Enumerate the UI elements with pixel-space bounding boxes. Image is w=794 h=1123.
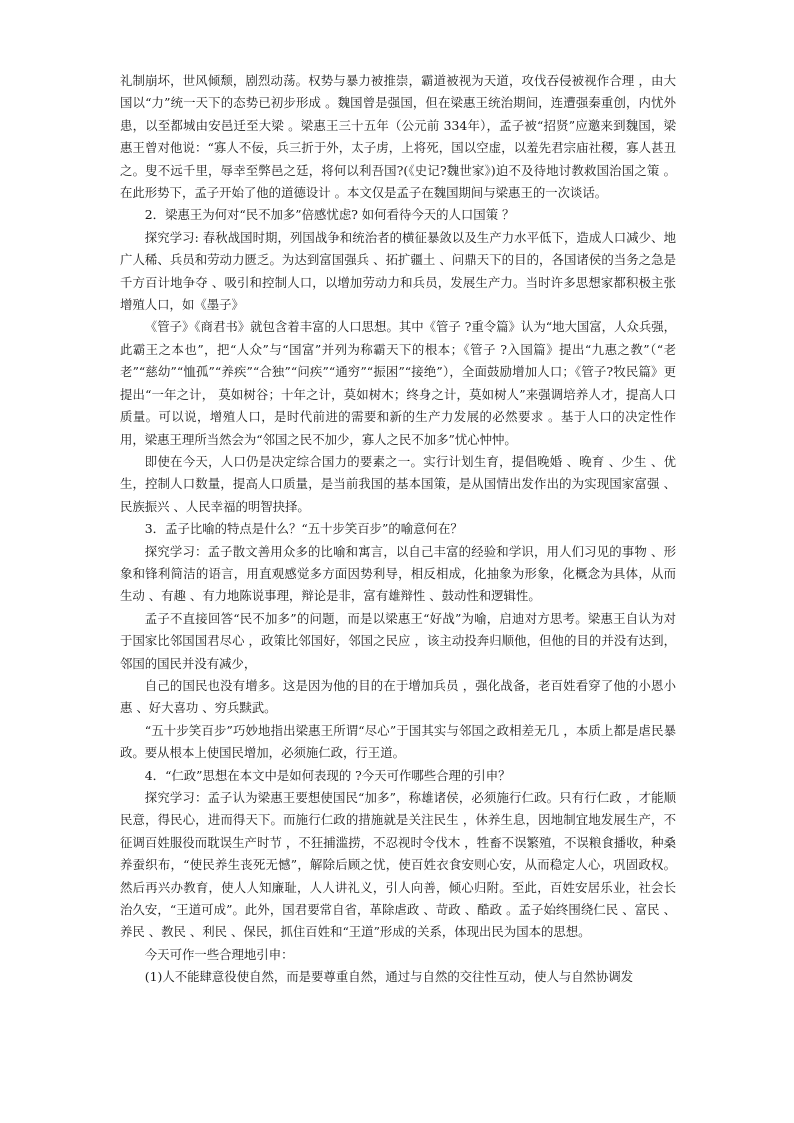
answer-3-paragraph-1: 探究学习：孟子散文善用众多的比喻和寓言，以自己丰富的经验和学识，用人们习见的事物 、形象和锋利简洁的语言，用直观感觉多方面因势利导，相反相成，化抽象为形象，化概念为具体，从而生动 、有趣 、有力地陈说事理，辩论是非，富有雄辩性 、鼓动性和逻辑性。 (120, 543, 676, 604)
answer-3-paragraph-2: 孟子不直接回答“民不加多”的问题，而是以梁惠王“好战”为喻，启迪对方思考。梁惠王自认为对于国家比邻国国君尽心 ，政策比邻国好，邻国之民应 ，该主动投奔归顺他，但他的目的并没有达到，邻国的国民并没有减少， (120, 610, 676, 671)
document-page (120, 70, 676, 989)
question-3-heading: 3．孟子比喻的特点是什么？“五十步笑百步”的喻意何在？ (144, 521, 463, 537)
answer-4-paragraph-1: 探究学习：孟子认为梁惠王要想使国民“加多”，称雄诸侯，必须施行仁政。只有行仁政 ，才能顺民意，得民心，进而得天下。而施行仁政的措施就是关注民生 ，休养生息，因地制宜地发展生产，不征调百姓服役而耽误生产时节 ，不狂捕滥捞，不忍视时令伐木 ，牲畜不误繁殖，不误粮食播收，种桑养蚕织布，“使民养生丧死无憾”，解除后顾之忧，使百姓衣食安则心安，从而稳定人心，巩固政权。然后再兴办教育，使人人知廉耻，人人讲礼义，引人向善，倾心归附。至此，百姓安居乐业，社会长治久安，“王道可成”。此外，国君要常自省，革除虐政 、苛政 、酷政 。孟子始终围绕仁民 、富民 、养民 、教民 、利民 、保民，抓住百姓和“王道”形成的关系，体现出民为国本的思想。 (120, 790, 676, 940)
answer-4-paragraph-2: 今天可作一些合理地引申： (144, 946, 294, 962)
paragraph-1: 礼制崩坏，世风倾颓，剧烈动荡。权势与暴力被推崇，霸道被视为天道，攻伐吞侵被视作合理 ，由大国以“力”统一天下的态势已初步形成 。魏国曾是强国，但在梁惠王统治期间，连遭强秦重创，内忧外患，以至都城由安邑迁至大梁 。梁惠王三十五年（公元前 334年），孟子被“招贤”应邀来到魏国，梁惠王曾对他说：“寡人不佞，兵三折于外，太子虏，上将死，国以空虚，以羞先君宗庙社稷，寡人甚丑之。叟不远千里，辱幸至弊邑之廷，将何以利吾国?(《史记?魏世家》)迫不及待地讨教救国治国之策 。在此形势下，孟子开始了他的道德设计 。本文仅是孟子在魏国期间与梁惠王的一次谈话。 (120, 73, 676, 201)
question-4-heading: 4．“仁政”思想在本文中是如何表现的 ?今天可作哪些合理的引申？ (144, 767, 511, 783)
answer-2-paragraph-1: 探究学习: 春秋战国时期，列国战争和统治者的横征暴敛以及生产力水平低下，造成人口减少、地广人稀、兵员和劳动力匮乏。为达到富国强兵 、拓扩疆土 、问鼎天下的目的，各国诸侯的当务之急是千方百计地争夺 、吸引和控制人口，以增加劳动力和兵员，发展生产力。当时许多思想家都积极主张增殖人口，如《墨子》 (120, 229, 676, 313)
answer-2-paragraph-3: 即使在今天，人口仍是决定综合国力的要素之一。实行计划生育，提倡晚婚 、晚育 、少生 、优生，控制人口数量，提高人口质量，是当前我国的基本国策，是从国情出发作出的为实现国家富强 、民族振兴 、人民幸福的明智抉择。 (120, 453, 676, 514)
question-2-heading: 2．梁惠王为何对“民不加多”倍感忧虑? 如何看待今天的人口国策 ？ (144, 207, 515, 223)
answer-3-paragraph-3: 自己的国民也没有增多。这是因为他的目的在于增加兵员 ，强化战备，老百姓看穿了他的小恩小惠 、好大喜功 、穷兵黩武。 (120, 677, 676, 716)
answer-2-paragraph-2: 《管子》《商君书》就包含着丰富的人口思想。其中《管子 ?重令篇》认为“地大国富，人众兵强，此霸王之本也”，把“人众”与“国富”并列为称霸天下的根本；《管子 ?入国篇》提出“九惠之教”（“老老”“慈幼”“恤孤”“养疾”“合独”“问疾”“通穷”“振困”“接绝”），全面鼓励增加人口；《管子?牧民篇》更提出“一年之计， 莫如树谷；十年之计，莫如树木；终身之计，莫如树人”来强调培养人才，提高人口质量。可以说，增殖人口，是时代前进的需要和新的生产力发展的必然要求 。基于人口的决定性作用，梁惠王理所当然会为“邻国之民不加少，寡人之民不加多”忧心忡忡。 (120, 319, 676, 447)
answer-4-item-1: (1)人不能肆意役使自然，而是要尊重自然，通过与自然的交往性互动，使人与自然协调发 (144, 969, 634, 985)
answer-3-paragraph-4: “五十步笑百步”巧妙地指出梁惠王所谓“尽心”于国其实与邻国之政相差无几 ，本质上都是虐民暴政。要从根本上使国民增加，必须施仁政，行王道。 (120, 722, 676, 761)
